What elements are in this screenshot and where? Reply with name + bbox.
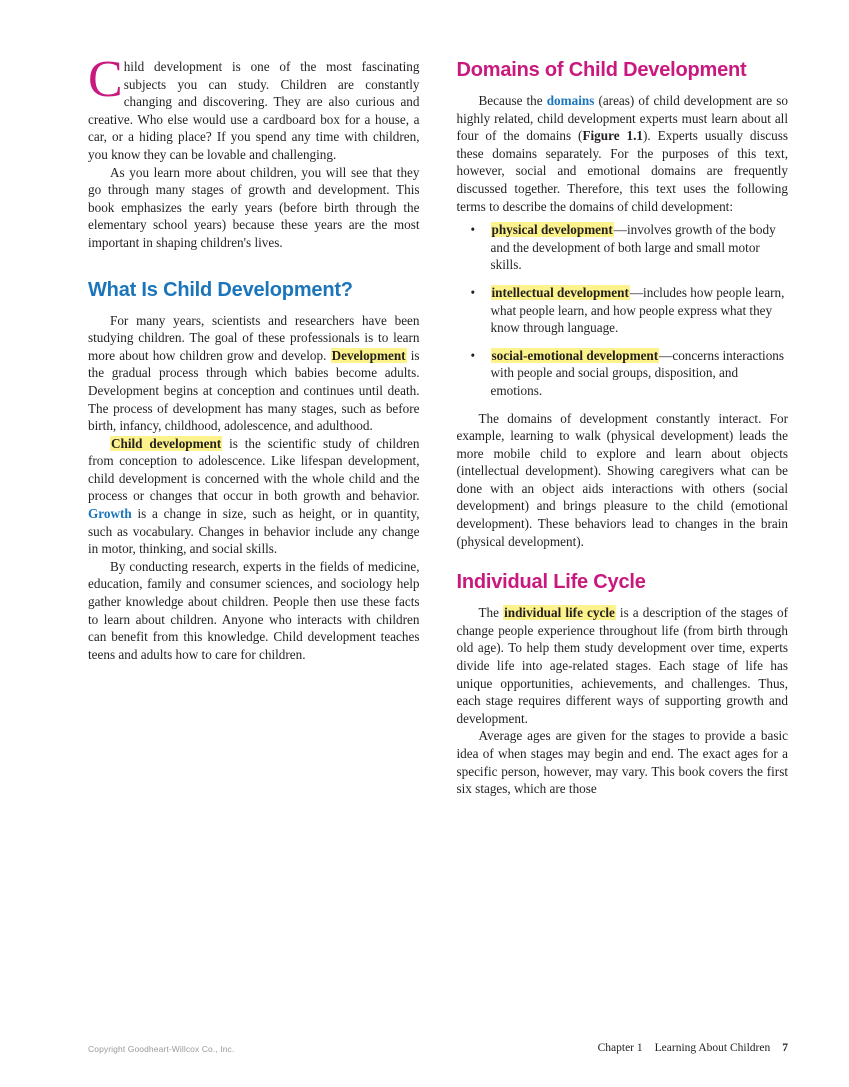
right-paragraph-1-part2: (areas) of child development are so highly related, child development experts must learn about all four of the domains (	[456, 93, 788, 144]
paragraph-3-part1: For many years, scientists and researchers have been studying children. The goal of these professionals is to learn more about how children grow and develop.	[88, 312, 420, 363]
domains-bullet-list	[457, 221, 789, 399]
term-individual-life-cycle: individual life cycle	[504, 605, 615, 621]
right-paragraph-1-part3: ). Experts usually discuss these domains separately. For the purposes of this text, however, social and emotional domains are frequently discussed together. Therefore, this text uses the following terms to describe the domains of child development:	[456, 128, 788, 214]
term-child-development: Child development	[111, 435, 222, 451]
term-intellectual-development: intellectual development	[491, 284, 629, 300]
two-column-body	[88, 51, 788, 798]
paragraph-3	[88, 312, 420, 435]
bullet-icon: •	[470, 284, 476, 300]
right-paragraph-3-part2: is a description of the stages of change people experience throughout life (from birth through old age). To help them study development over time, experts divide life into age-related stages. Each stage of life has unique opportunities, achievements, and challenges. Thus, each stage requires different ways of supporting growth and development.	[456, 605, 788, 726]
footer-page-number: 7	[782, 1042, 788, 1054]
paragraph-3-part2: is the gradual process through which babies become adults. Development begins at conception and continues until death. The process of development has many stages, such as before birth, infancy, childhood, adolescence, and adulthood.	[88, 347, 420, 434]
drop-cap: C	[88, 51, 123, 108]
right-paragraph-3	[457, 604, 789, 727]
bullet-icon: •	[470, 347, 476, 363]
right-paragraph-4: Average ages are given for the stages to provide a basic idea of when stages may begin and end. The exact ages for a specific person, however, may vary. This book covers the first six stages, which are those	[456, 728, 788, 797]
bullet-text-intellectual: —includes how people learn, what people learn, and how people express what they know through language.	[490, 284, 785, 336]
opening-paragraph-text: hild development is one of the most fascinating subjects you can study. Children are constantly changing and discovering. They are also curious and creative. Who else would use a cardboard box for a house, a car, or a hiding place? If you spend any time with children, you know they can be lovable and challenging.	[88, 59, 420, 162]
term-social-emotional-development: social-emotional development	[491, 347, 659, 363]
heading-domains-of-child-development: Domains of Child Development	[456, 59, 747, 81]
paragraph-5: By conducting research, experts in the fields of medicine, education, family and consumer sciences, and sociology help gather knowledge about children. People then use these facts to learn about children. Anyone who interacts with children can benefit from this knowledge. Child development teaches teens and adults how to care for children.	[88, 558, 420, 662]
paragraph-4-part1: is the scientific study of children from conception to adolescence. Like lifespan development, child development is concerned with the whole child and the process or changes that occur in both growth and behavior.	[88, 435, 420, 504]
copyright-notice: Copyright Goodheart-Willcox Co., Inc.	[88, 1044, 235, 1054]
bullet-icon: •	[470, 222, 476, 238]
paragraph-2: As you learn more about children, you will see that they go through many stages of growth and development. This book emphasizes the early years (before birth through the elementary school years) because these years are the most important in shaping children's lives.	[88, 164, 420, 250]
term-physical-development: physical development	[491, 222, 613, 238]
heading-what-is-child-development: What Is Child Development?	[88, 278, 353, 301]
footer-chapter-info	[598, 1042, 788, 1054]
figure-reference: Figure 1.1	[582, 128, 643, 144]
right-paragraph-1	[457, 92, 789, 215]
right-paragraph-3-part1: The	[478, 605, 504, 621]
bullet-text-social-emotional: —concerns interactions with people and social groups, disposition, and emotions.	[490, 347, 785, 398]
term-development: Development	[331, 347, 406, 363]
list-item	[457, 284, 789, 337]
footer-chapter-number: Chapter 1	[597, 1042, 643, 1054]
opening-paragraph	[88, 51, 420, 164]
page-footer	[0, 1044, 849, 1064]
list-item	[457, 347, 789, 400]
paragraph-4-part2: is a change in size, such as height, or in quantity, such as vocabulary. Changes in behavior include any change in motor, thinking, and social skills.	[88, 506, 420, 557]
term-domains: domains	[546, 93, 595, 108]
footer-chapter-title: Learning About Children	[654, 1042, 771, 1054]
paragraph-4	[88, 435, 420, 558]
bullet-text-physical: —involves growth of the body and the development of both large and small motor skills.	[490, 222, 776, 273]
right-paragraph-1-part1: Because the	[478, 93, 547, 108]
heading-individual-life-cycle: Individual Life Cycle	[456, 571, 646, 594]
list-item	[457, 221, 789, 274]
term-growth: Growth	[88, 506, 132, 522]
left-column	[88, 51, 420, 798]
right-column	[457, 58, 789, 798]
right-paragraph-2: The domains of development constantly interact. For example, learning to walk (physical development) leads the more mobile child to explore and learn about objects (intellectual development). Showing caregivers what can be done with an object aids interactions with others (social development) and brings pleasure to the child (emotional development). These behaviors lead to changes in the brain (physical development).	[456, 410, 788, 549]
